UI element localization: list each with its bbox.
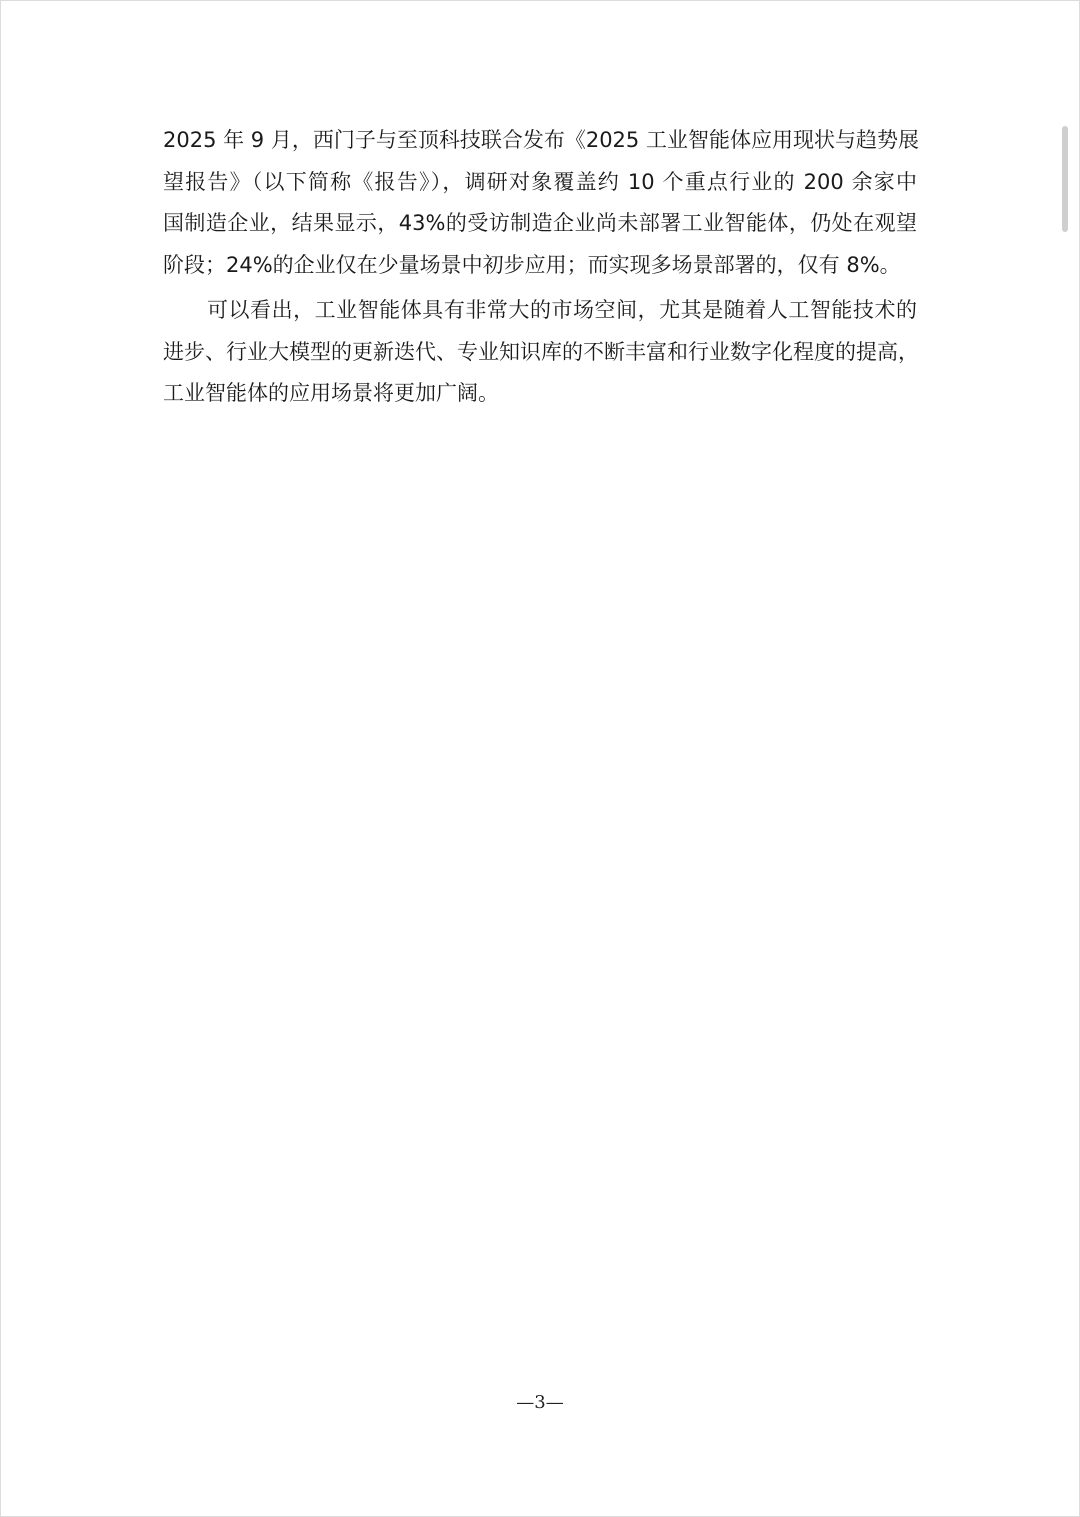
paragraph-line: 进步、行业大模型的更新迭代、专业知识库的不断丰富和行业数字化程度的提高， bbox=[163, 339, 919, 364]
paragraph-line: 阶段；24%的企业仅在少量场景中初步应用；而实现多场景部署的，仅有 8%。 bbox=[163, 252, 901, 277]
paragraph-line: 可以看出，工业智能体具有非常大的市场空间，尤其是随着人工智能技术的 bbox=[207, 298, 917, 322]
document-body bbox=[163, 120, 917, 415]
paragraph-2 bbox=[163, 290, 917, 415]
paragraph-line: 国制造企业，结果显示，43%的受访制造企业尚未部署工业智能体，仍处在观望 bbox=[163, 211, 917, 235]
page-number: —3— bbox=[516, 1392, 564, 1413]
paragraph-1 bbox=[163, 120, 917, 286]
scrollbar-thumb[interactable] bbox=[1062, 126, 1068, 232]
paragraph-line: 2025 年 9 月，西门子与至顶科技联合发布《2025 工业智能体应用现状与趋势展 bbox=[163, 128, 919, 152]
paragraph-line: 望报告》（以下简称《报告》），调研对象覆盖约 10 个重点行业的 200 余家中 bbox=[163, 169, 917, 194]
paragraph-line: 工业智能体的应用场景将更加广阔。 bbox=[163, 381, 499, 405]
